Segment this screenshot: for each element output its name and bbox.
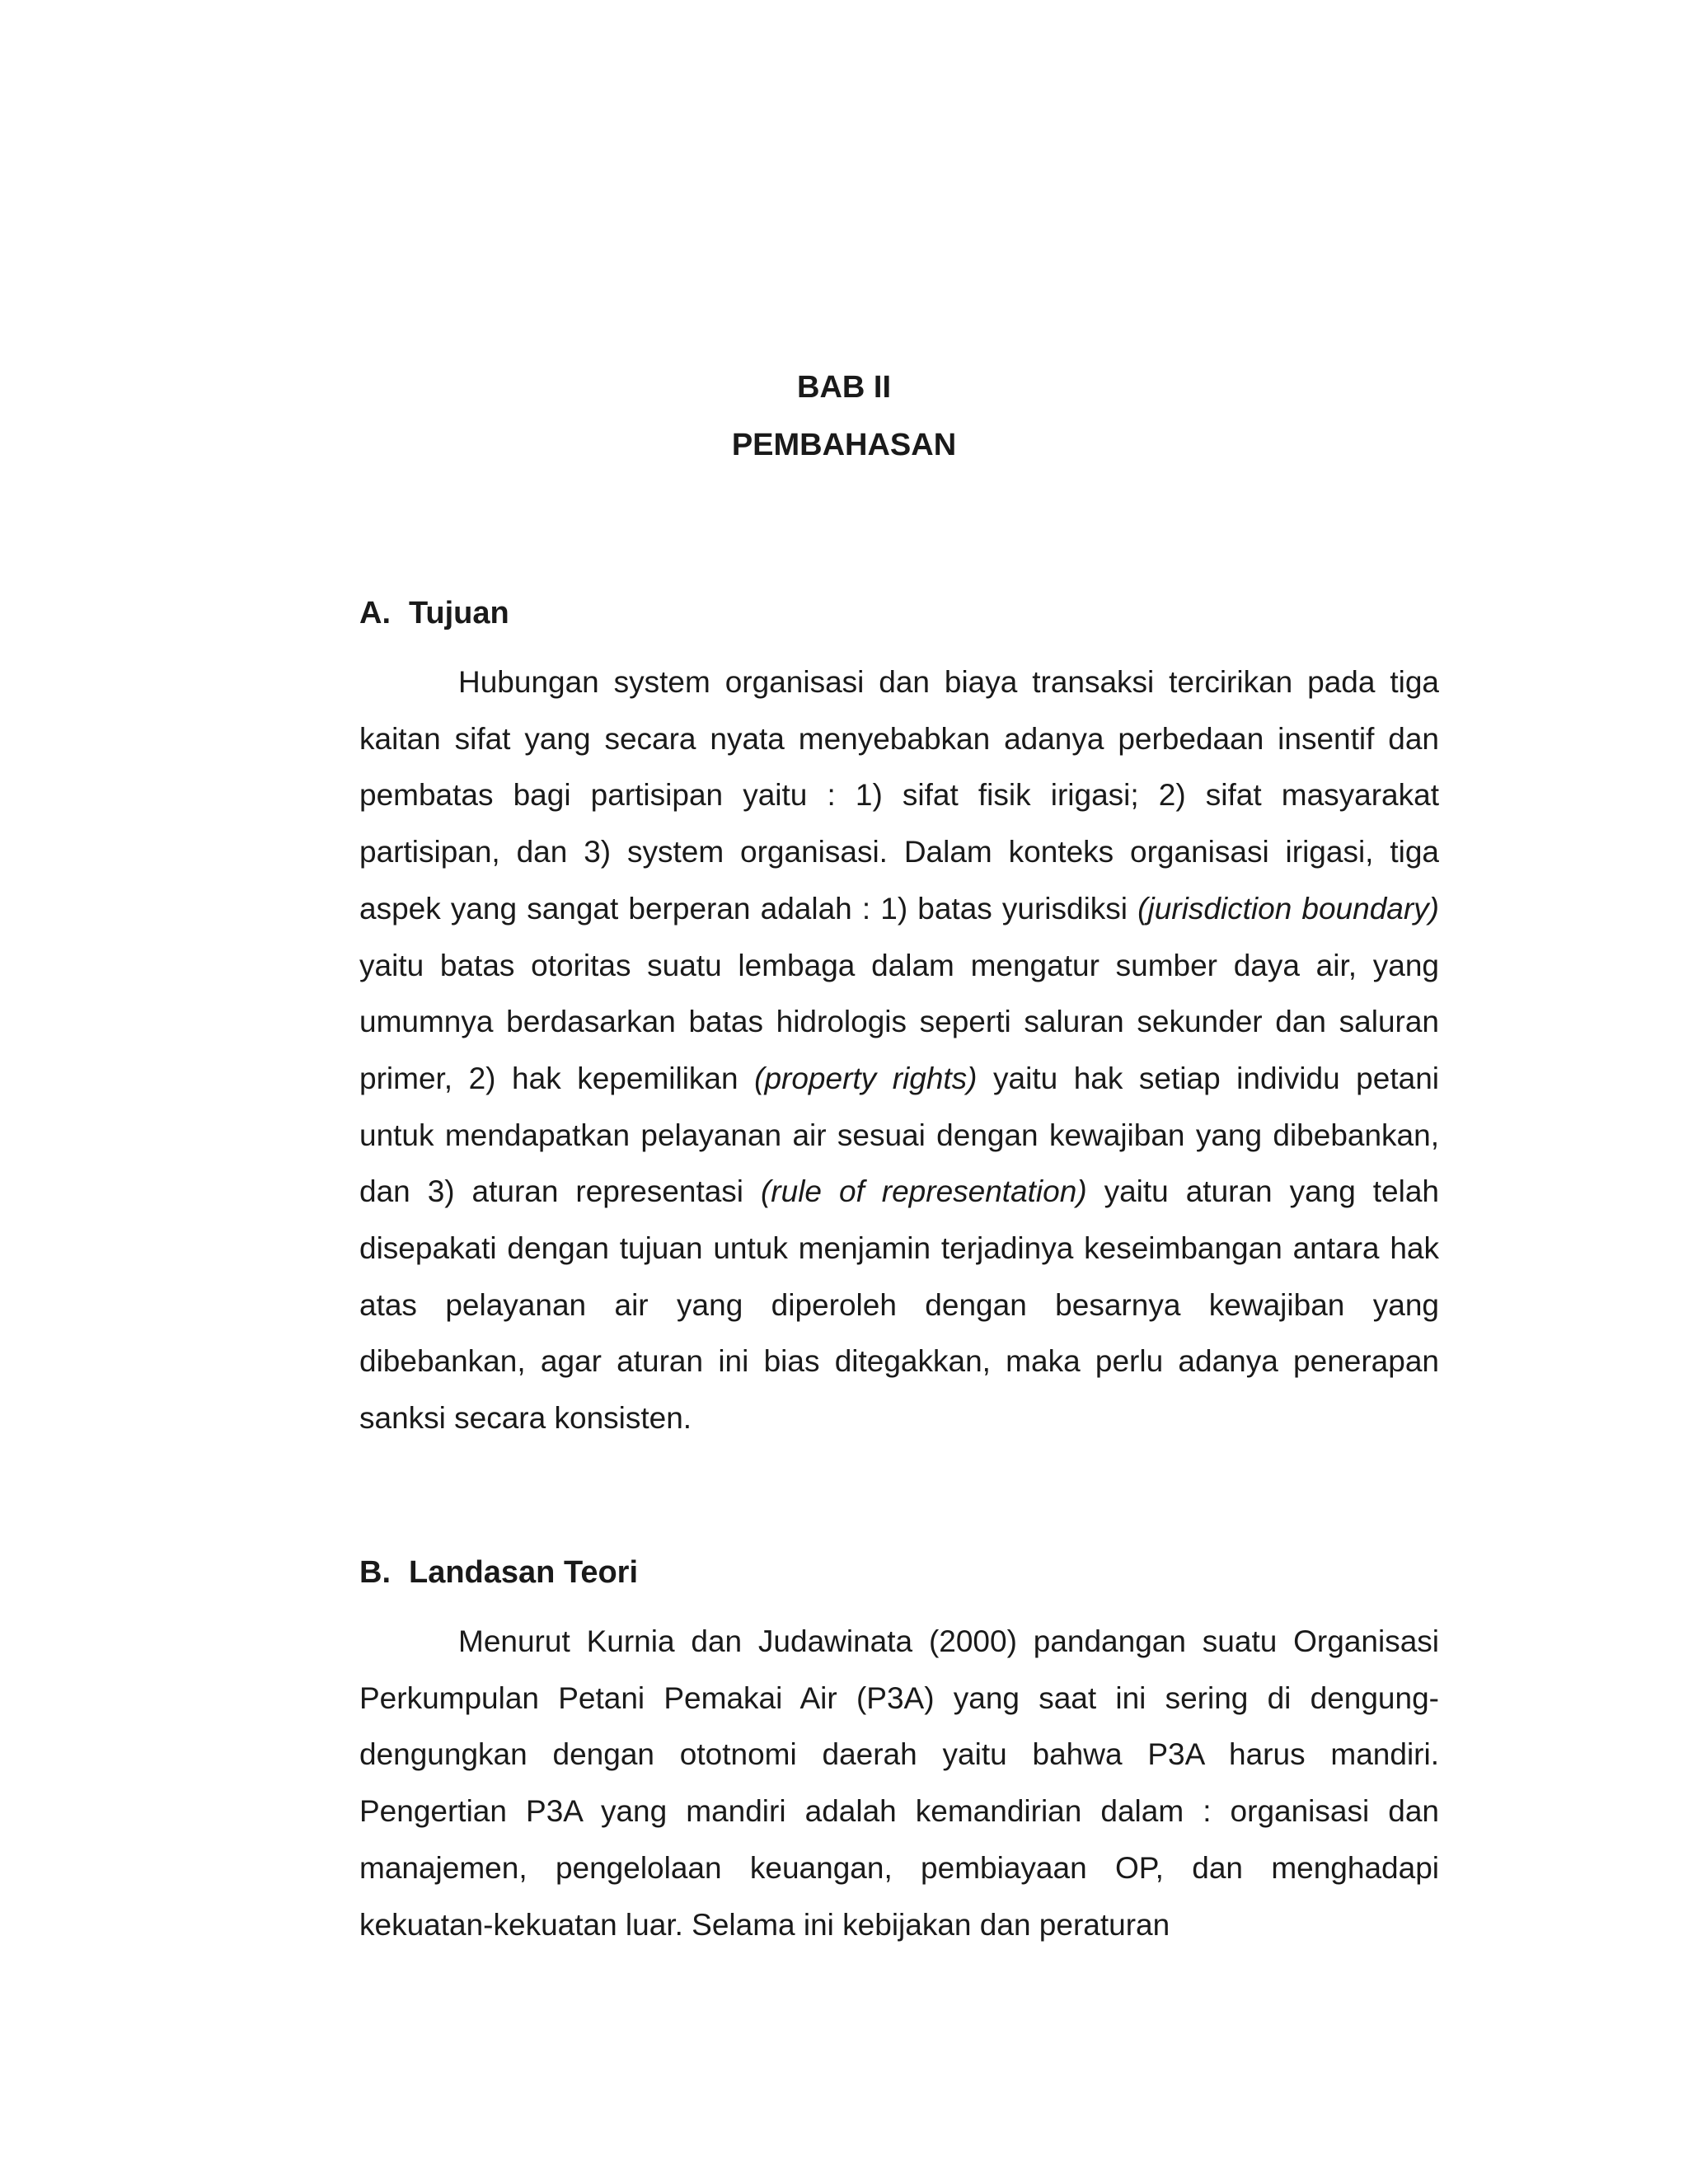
- section-heading: [359, 595, 1439, 631]
- section-paragraph: [359, 1614, 1439, 1953]
- italic-term: (rule of representation): [760, 1174, 1087, 1209]
- paragraph-text: yaitu aturan yang telah disepakati dengan tujuan untuk menjamin terjadinya keseimbangan antara hak atas pelayanan air yang diperoleh dengan besarnya kewajiban yang dibebankan, agar aturan ini bias ditegakkan, maka perlu adanya penerapan sanksi secara konsisten.: [359, 1174, 1439, 1436]
- italic-term: (jurisdiction boundary): [1137, 891, 1439, 926]
- section-heading: [359, 1554, 1439, 1591]
- italic-term: (property rights): [754, 1061, 978, 1095]
- paragraph-text: yaitu batas otoritas suatu lembaga dalam mengatur sumber daya air, yang umumnya berdasarkan batas hidrologis seperti saluran sekunder dan saluran primer, 2) hak kepemilikan: [359, 948, 1439, 1095]
- section-paragraph: [359, 654, 1439, 1447]
- section-heading-text: Tujuan: [409, 596, 509, 630]
- paragraph-text: Hubungan system organisasi dan biaya transaksi tercirikan pada tiga kaitan sifat yang secara nyata menyebabkan adanya perbedaan insentif dan pembatas bagi partisipan yaitu : 1) sifat fisik irigasi; 2) sifat masyarakat partisipan, dan 3) system organisasi. Dalam konteks organisasi irigasi, tiga aspek yang sangat berperan adalah : 1) batas yurisdiksi: [359, 665, 1439, 926]
- section-landasan-teori: [359, 1554, 1439, 1953]
- section-letter: A.: [359, 596, 391, 630]
- chapter-title: PEMBAHASAN: [731, 428, 957, 462]
- paragraph-text: Menurut Kurnia dan Judawinata (2000) pandangan suatu Organisasi Perkumpulan Petani Pemakai Air (P3A) yang saat ini sering di dengung-dengungkan dengan ototnomi daerah yaitu bahwa P3A harus mandiri. Pengertian P3A yang mandiri adalah kemandirian dalam : organisasi dan manajemen, pengelolaan keuangan, pembiayaan OP, dan menghadapi kekuatan-kekuatan luar. Selama ini kebijakan dan peraturan: [359, 1624, 1439, 1942]
- section-tujuan: [359, 595, 1439, 1447]
- chapter-number: BAB II: [797, 370, 891, 405]
- section-letter: B.: [359, 1555, 391, 1590]
- section-heading-text: Landasan Teori: [409, 1555, 639, 1590]
- paragraph-text: yaitu hak setiap individu petani untuk mendapatkan pelayanan air sesuai dengan kewajiban yang dibebankan, dan 3) aturan representasi: [359, 1061, 1439, 1209]
